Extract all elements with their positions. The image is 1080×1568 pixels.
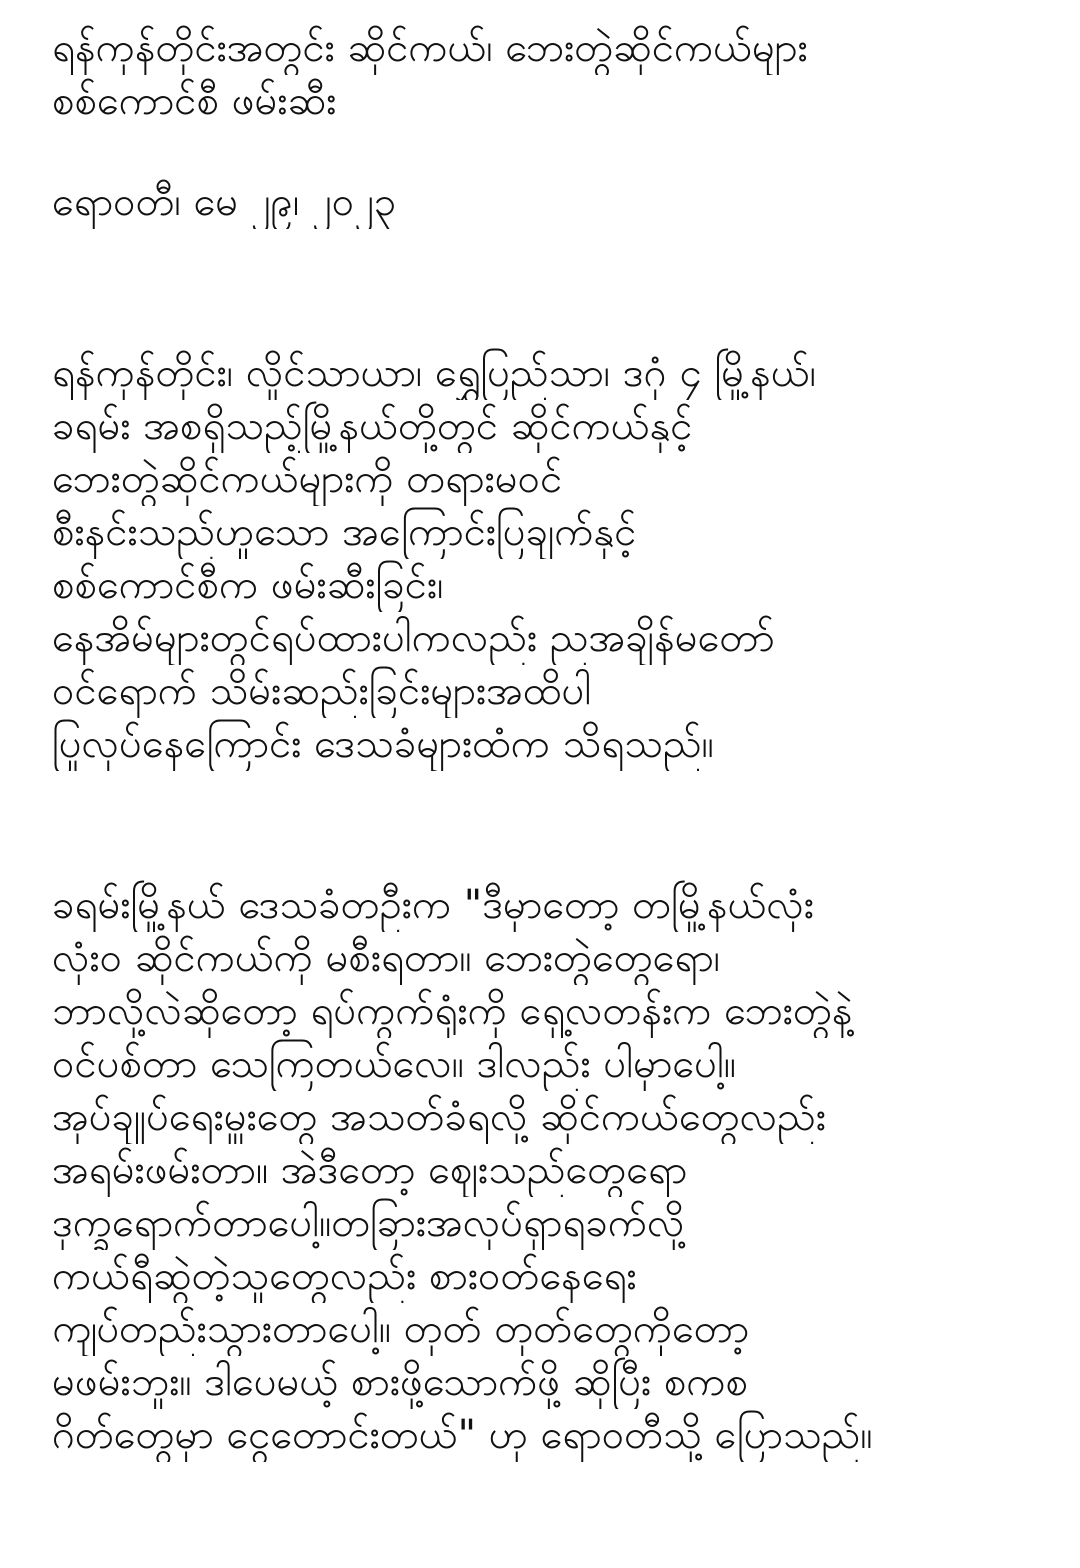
paragraph-line: ဝင်ပစ်တာ သေကြတယ်လေ။ ဒါလည်း ပါမှာပေါ့။	[52, 1041, 736, 1087]
article	[52, 22, 1042, 1462]
paragraph-line: ခရမ်းမြို့နယ် ဒေသခံတဦးက "ဒီမှာတော့ တမြို့နယ်လုံး	[52, 882, 815, 928]
paragraph-line: မဖမ်းဘူး။ ဒါပေမယ့် စားဖို့သောက်ဖို့ ဆိုပြီး စကစ	[52, 1359, 749, 1405]
paragraph-line: လုံးဝ ဆိုင်ကယ်ကို မစီးရတာ။ ဘေးတွဲတွေရော၊	[52, 935, 721, 981]
paragraph-line: ဂိတ်တွေမှာ ငွေတောင်းတယ်" ဟု ရောဝတီသို့ ပြောသည်။	[52, 1412, 873, 1458]
paragraph-line: ဝင်ရောက် သိမ်းဆည်းခြင်းများအထိပါ	[52, 668, 592, 714]
paragraph-line: ဘေးတွဲဆိုင်ကယ်များကို တရားမဝင်	[52, 456, 563, 502]
dateline: ရောဝတီ၊ မေ ၂၉၊ ၂၀၂၃	[52, 179, 397, 225]
spacer	[52, 229, 1042, 347]
spacer	[52, 771, 1042, 879]
paragraph-line: ကျပ်တည်းသွားတာပေါ့။ တုတ် တုတ်တွေကိုတော့	[52, 1306, 750, 1352]
spacer	[52, 128, 1042, 176]
paragraph-line: ရန်ကုန်တိုင်း၊ လှိုင်သာယာ၊ ရွှေပြည်သာ၊ ဒဂုံ ၄ မြို့နယ်၊	[52, 350, 817, 396]
paragraph-2	[52, 879, 1042, 1462]
headline-line: စစ်ကောင်စီ ဖမ်းဆီး	[52, 78, 337, 124]
paragraph-line: စစ်ကောင်စီက ဖမ်းဆီးခြင်း၊	[52, 562, 444, 608]
paragraph-line: ဒုက္ခရောက်တာပေါ့။တခြားအလုပ်ရှာရခက်လို့	[52, 1200, 685, 1246]
paragraph-line: ဘာလို့လဲဆိုတော့ ရပ်ကွက်ရုံးကို ရှေ့လတန်းက ဘေးတွဲနဲ့	[52, 988, 853, 1034]
paragraph-1	[52, 347, 1042, 771]
paragraph-line: ခရမ်း အစရှိသည့်မြို့နယ်တို့တွင် ဆိုင်ကယ်နှင့်	[52, 403, 693, 449]
headline-line: ရန်ကုန်တိုင်းအတွင်း ဆိုင်ကယ်၊ ဘေးတွဲဆိုင်ကယ်များ	[52, 25, 808, 71]
paragraph-line: ပြုလုပ်နေကြောင်း ဒေသခံများထံက သိရသည်။	[52, 721, 714, 767]
headline	[52, 22, 1042, 128]
paragraph-line: နေအိမ်များတွင်ရပ်ထားပါကလည်း ညအချိန်မတော်	[52, 615, 775, 661]
paragraph-line: အရမ်းဖမ်းတာ။ အဲဒီတော့ ဈေးသည်တွေရော	[52, 1147, 688, 1193]
paragraph-line: ကယ်ရီဆွဲတဲ့သူတွေလည်း စားဝတ်နေရေး	[52, 1253, 637, 1299]
paragraph-line: အုပ်ချုပ်ရေးမှူးတွေ အသတ်ခံရလို့ ဆိုင်ကယ်တွေလည်း	[52, 1094, 826, 1140]
paragraph-line: စီးနင်းသည်ဟူသော အကြောင်းပြချက်နှင့်	[52, 509, 637, 555]
